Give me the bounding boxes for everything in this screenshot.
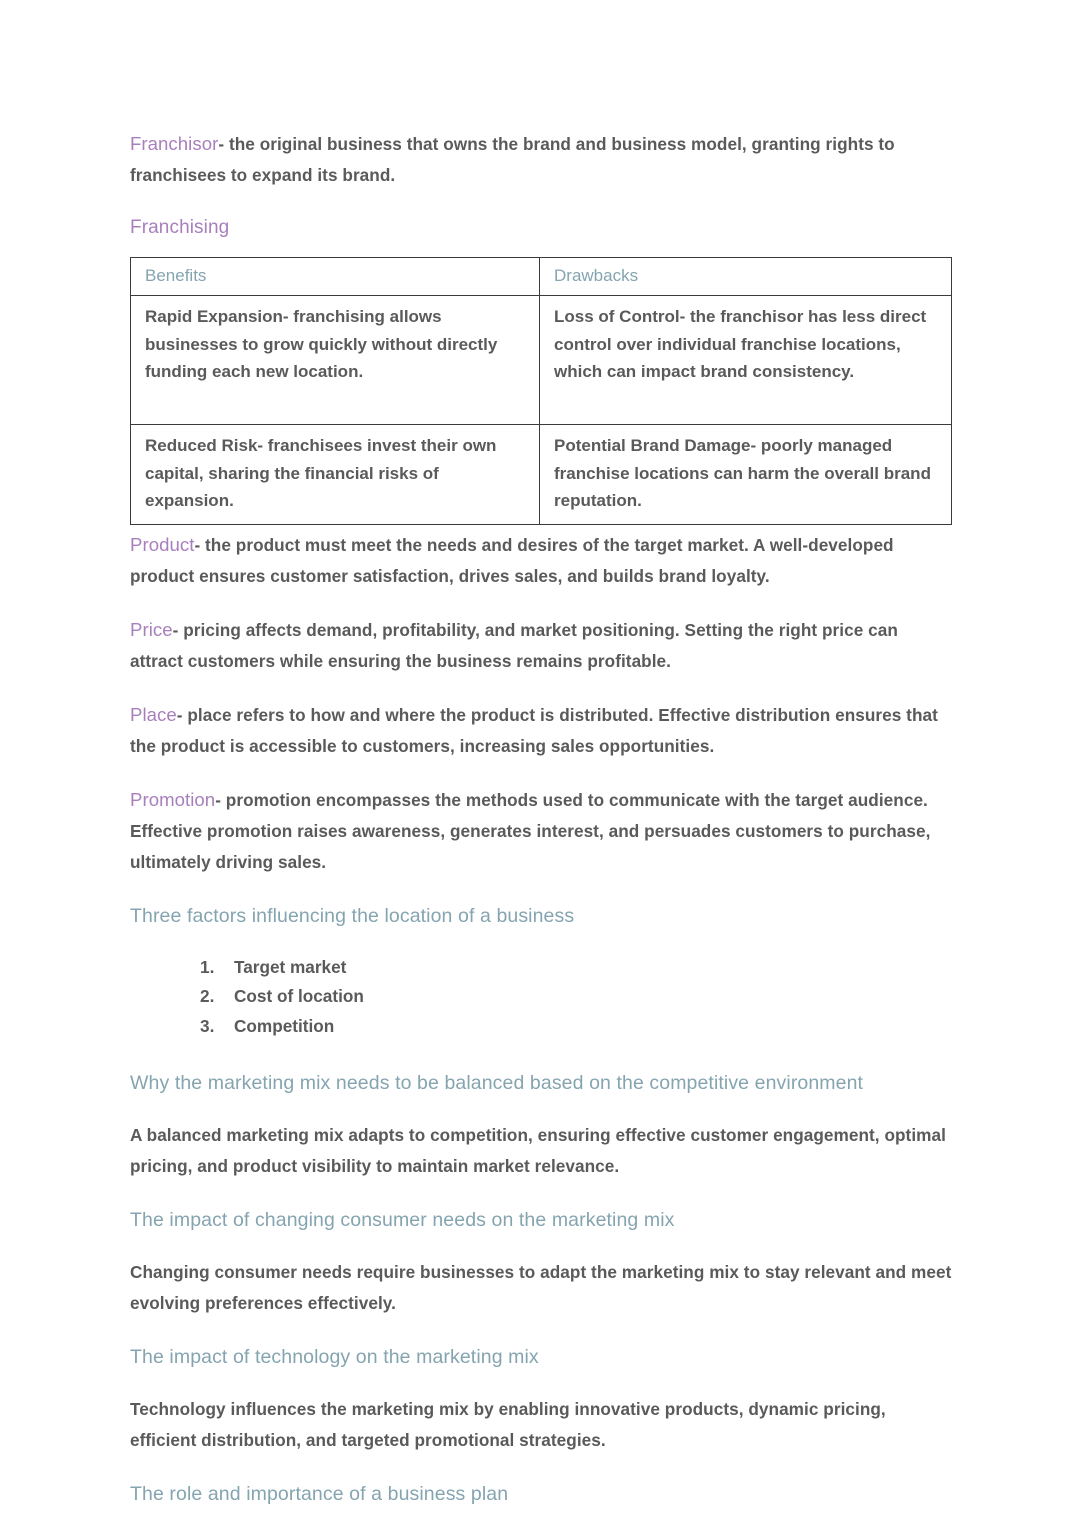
table-row	[131, 425, 952, 525]
paragraph-technology-impact: Technology influences the marketing mix by enabling innovative products, dynamic pricing, efficient distribution, and targeted promotional strategies.	[130, 1399, 886, 1450]
column-header-benefits: Benefits	[131, 258, 540, 296]
list-item: Cost of location	[234, 986, 364, 1006]
term-place: Place	[130, 703, 177, 725]
cell-drawback-loss-of-control: Loss of Control- the franchisor has less direct control over individual franchise locations, which can impact brand consistency.	[540, 296, 952, 425]
term-franchisor: Franchisor	[130, 133, 219, 154]
definition-place: - place refers to how and where the product is distributed. Effective distribution ensures that the product is accessible to customers, increasing sales opportunities.	[130, 704, 938, 756]
paragraph-consumer-needs-impact: Changing consumer needs require businesses to adapt the marketing mix to stay relevant and meet evolving preferences effectively.	[130, 1262, 952, 1313]
heading-balanced-marketing-mix: Why the marketing mix needs to be balanced based on the competitive environment	[130, 1072, 864, 1094]
term-promotion: Promotion	[130, 788, 216, 810]
cell-benefit-reduced-risk: Reduced Risk- franchisees invest their own capital, sharing the financial risks of expansion.	[131, 425, 540, 525]
document-content	[130, 128, 952, 1511]
term-product: Product	[130, 533, 195, 555]
list-item: Competition	[234, 1015, 335, 1036]
table-row	[131, 296, 952, 425]
column-header-drawbacks: Drawbacks	[540, 258, 952, 296]
paragraph-franchisor	[130, 128, 952, 191]
cell-drawback-brand-damage: Potential Brand Damage- poorly managed franchise locations can harm the overall brand reputation.	[540, 425, 952, 525]
list-item: Target market	[234, 956, 347, 977]
definition-price: - pricing affects demand, profitability, and market positioning. Setting the right price can attract customers while ensuring the business remains profitable.	[130, 619, 898, 671]
paragraph-product	[130, 529, 952, 592]
definition-franchisor: - the original business that owns the brand and business model, granting rights to franchisees to expand its brand.	[130, 134, 895, 185]
heading-consumer-needs-impact: The impact of changing consumer needs on the marketing mix	[130, 1209, 675, 1231]
franchising-benefits-drawbacks-table	[130, 257, 952, 525]
cell-benefit-rapid-expansion: Rapid Expansion- franchising allows businesses to grow quickly without directly funding each new location.	[131, 296, 540, 425]
paragraph-promotion	[130, 784, 952, 878]
definition-promotion: - promotion encompasses the methods used to communicate with the target audience. Effective promotion raises awareness, generates interest, and persuades customers to purchase, ultimately driving sales.	[130, 789, 931, 872]
heading-franchising: Franchising	[130, 217, 230, 238]
table-header-row	[131, 258, 952, 296]
paragraph-price	[130, 614, 952, 677]
heading-location-factors: Three factors influencing the location of a business	[130, 904, 575, 927]
definition-product: - the product must meet the needs and desires of the target market. A well-developed product ensures customer satisfaction, drives sales, and builds brand loyalty.	[130, 534, 894, 586]
location-factors-list	[130, 953, 952, 1042]
paragraph-place	[130, 699, 952, 762]
heading-technology-impact: The impact of technology on the marketing mix	[130, 1346, 539, 1368]
term-price: Price	[130, 618, 173, 640]
paragraph-balanced-marketing-mix: A balanced marketing mix adapts to competition, ensuring effective customer engagement, optimal pricing, and product visibility to maintain market relevance.	[130, 1125, 946, 1176]
heading-business-plan: The role and importance of a business plan	[130, 1483, 509, 1505]
